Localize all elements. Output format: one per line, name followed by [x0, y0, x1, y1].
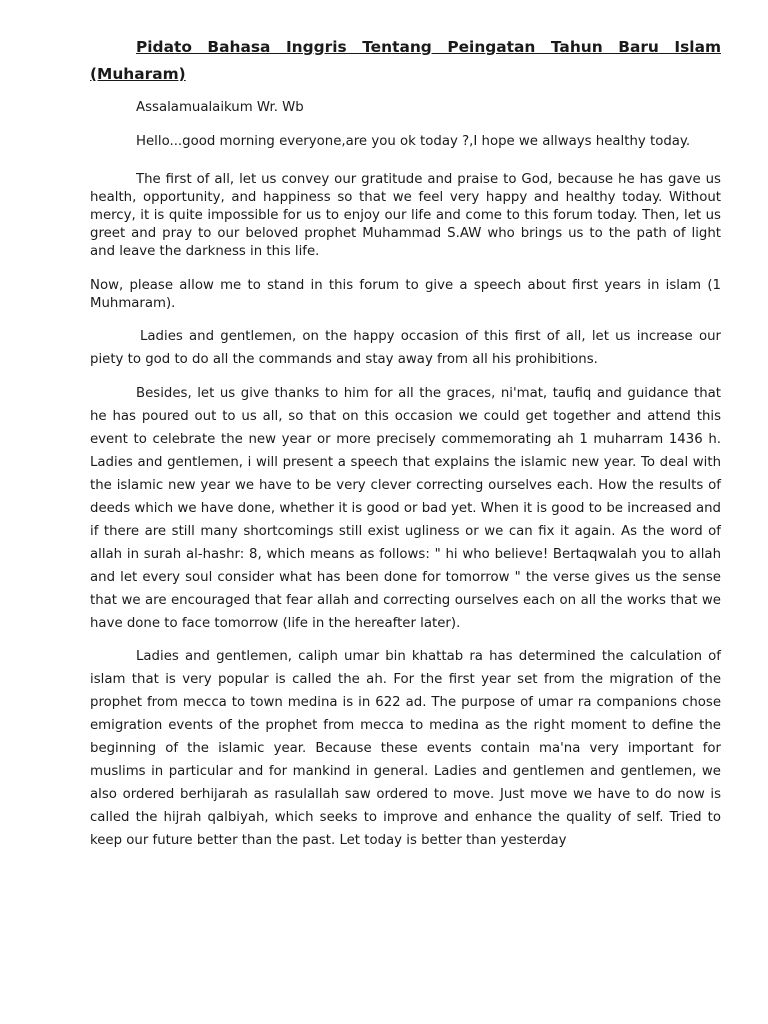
thanks-paragraph: Besides, let us give thanks to him for all the graces, ni'mat, taufiq and guidance that he has poured out to us all, so that on this occasion we could get together and attend this event to celebrate the new year or more precisely commemorating ah 1 muharram 1436 h. Ladies and gentlemen, i will present a speech that explains the islamic new year. To deal with the islamic new year we have to be very clever correcting ourselves each. How the results of deeds which we have done, whether it is good or bad yet. When it is good to be increased and if there are still many shortcomings still exist ugliness or we can fix it again. As the word of allah in surah al-hashr: 8, which means as follows: " hi who believe! Bertaqwalah you to allah and let every soul consider what has been done for tomorrow " the verse gives us the sense that we are encouraged that fear allah and correcting ourselves each on all the works that we have done to face tomorrow (life in the hereafter later).: [90, 386, 721, 631]
greeting-paragraph: Assalamualaikum Wr. Wb: [136, 100, 304, 115]
document-page: [90, 34, 721, 852]
gratitude-paragraph: The first of all, let us convey our gratitude and praise to God, because he has gave us health, opportunity, and happiness so that we feel very happy and healthy today. Without mercy, it is quite impossible for us to enjoy our life and come to this forum today. Then, let us greet and pray to our beloved prophet Muhammad S.AW who brings us to the path of light and leave the darkness in this life.: [90, 172, 721, 259]
opening-paragraph: Hello...good morning everyone,are you ok today ?,I hope we allways healthy today.: [136, 134, 691, 149]
purpose-paragraph: Now, please allow me to stand in this forum to give a speech about first years in islam (1 Muhmaram).: [90, 278, 721, 311]
document-title: Pidato Bahasa Inggris Tentang Peingatan Tahun Baru Islam (Muharam): [90, 38, 721, 83]
piety-paragraph: Ladies and gentlemen, on the happy occasion of this first of all, let us increase our piety to god to do all the commands and stay away from all his prohibitions.: [90, 329, 721, 367]
calendar-paragraph: Ladies and gentlemen, caliph umar bin khattab ra has determined the calculation of islam that is very popular is called the ah. For the first year set from the migration of the prophet from mecca to town medina is in 622 ad. The purpose of umar ra companions chose emigration events of the prophet from mecca to medina as the right moment to define the beginning of the islamic year. Because these events contain ma'na very important for muslims in particular and for mankind in general. Ladies and gentlemen and gentlemen, we also ordered berhijarah as rasulallah saw ordered to move. Just move we have to do now is called the hijrah qalbiyah, which seeks to improve and enhance the quality of self. Tried to keep our future better than the past. Let today is better than yesterday: [90, 649, 721, 848]
